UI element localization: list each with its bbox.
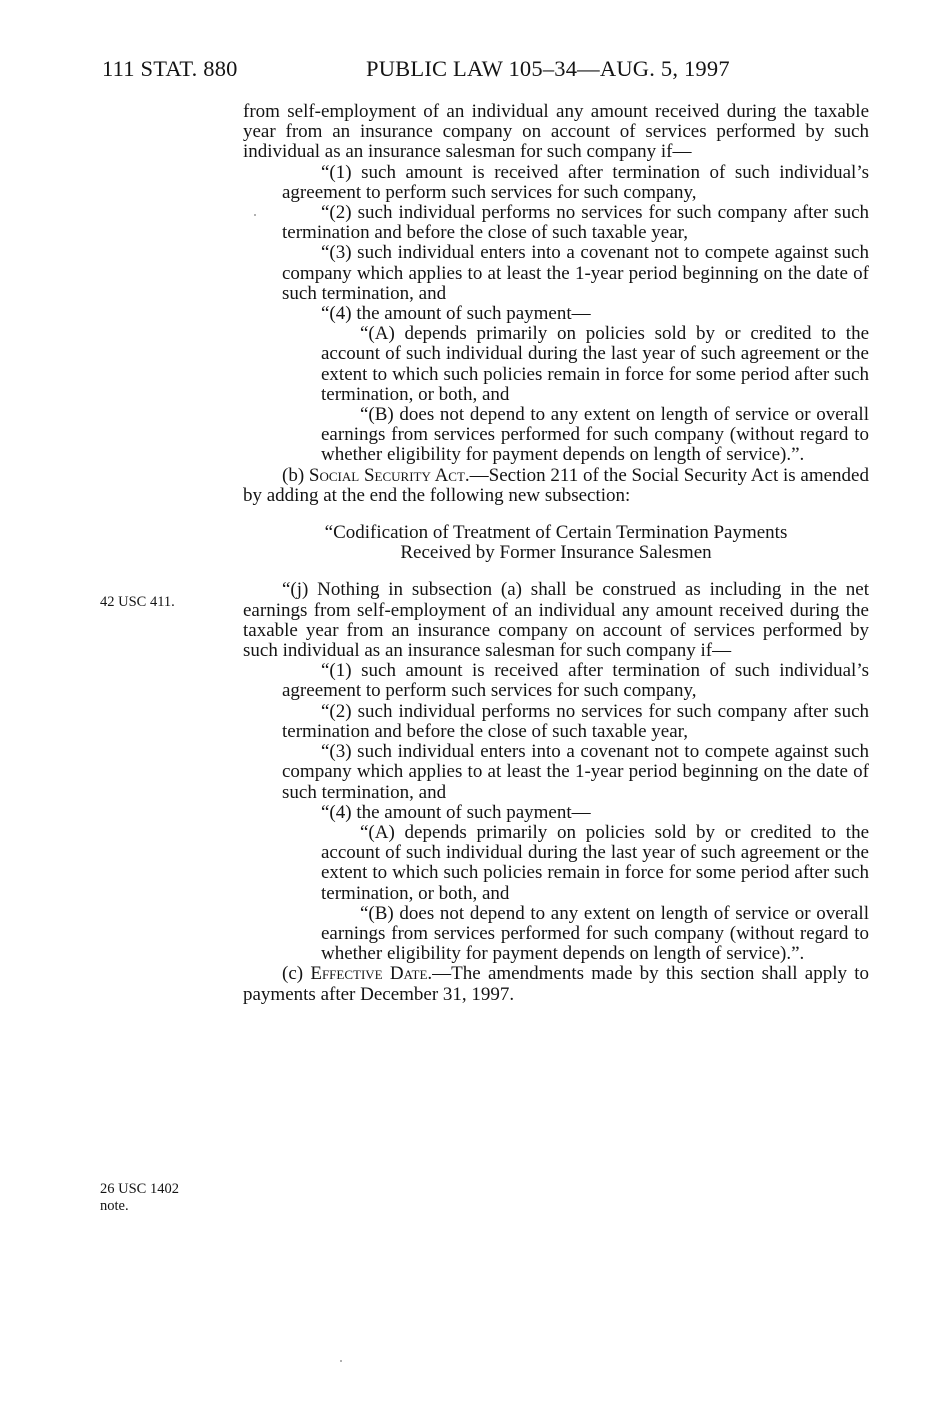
scan-speck: [340, 1360, 342, 1362]
item-A-a: “(A) depends primarily on policies sold by or credited to the account of such individual during the last year of such agreement or the extent to which such policies remain in force for some period after such termination, or both, and: [321, 323, 869, 405]
statute-body: [243, 102, 869, 1005]
subsection-b: [243, 466, 869, 506]
item-3-j: “(3) such individual enters into a covenant not to compete against such company which applies to at least the 1-year period beginning on the date of such termination, and: [282, 741, 869, 803]
item-1-a: “(1) such amount is received after termination of such individual’s agreement to perform such services for such company,: [282, 161, 869, 203]
margin-note-line: note.: [100, 1198, 129, 1214]
subsection-b-text: .—Section 211 of the Social Security Act is amended by adding at the end the following new subsection:: [243, 464, 869, 506]
margin-note-line: 26 USC 1402: [100, 1181, 179, 1197]
item-4-a: “(4) the amount of such payment—: [321, 303, 591, 325]
item-3-a: “(3) such individual enters into a covenant not to compete against such company which applies to at least the 1-year period beginning on the date of such termination, and: [282, 242, 869, 304]
page-reference: 111 STAT. 880: [102, 56, 238, 81]
margin-note-26-usc-1402: [100, 1181, 179, 1215]
running-head: PUBLIC LAW 105–34—AUG. 5, 1997: [366, 56, 730, 81]
paragraph-lead-j: “(j) Nothing in subsection (a) shall be construed as including in the net earnings from self-employment of an individual any amount received during the taxable year from an insurance company on account of services performed by such individual as an insurance salesman for such company if—: [243, 579, 869, 662]
codification-heading-line-1: “Codification of Treatment of Certain Termination Payments: [324, 522, 788, 544]
paragraph-lead-a: from self-employment of an individual any amount received during the taxable year from an insurance company on account of services performed by such individual as an insurance salesman for such company if—: [243, 101, 869, 163]
margin-note-42-usc-411: 42 USC 411.: [100, 594, 175, 610]
item-1-j: “(1) such amount is received after termination of such individual’s agreement to perform such services for such company,: [282, 660, 869, 702]
item-2-j: “(2) such individual performs no services for such company after such termination and before the close of such taxable year,: [282, 700, 869, 742]
item-B-a: “(B) does not depend to any extent on length of service or overall earnings from services performed for such company (without regard to whether eligibility for payment depends on length of service).”.: [321, 404, 869, 466]
scan-speck: [254, 214, 256, 216]
item-2-a: “(2) such individual performs no services for such company after such termination and before the close of such taxable year,: [282, 202, 869, 244]
item-B-j: “(B) does not depend to any extent on length of service or overall earnings from services performed for such company (without regard to whether eligibility for payment depends on length of service).”.: [321, 902, 869, 965]
subsection-c-heading: Effective Date: [310, 963, 428, 985]
item-A-j: “(A) depends primarily on policies sold by or credited to the account of such individual during the last year of such agreement or the extent to which such policies remain in force for some period after such termination, or both, and: [321, 821, 869, 904]
subsection-c-text: .—The amendments made by this section shall apply to payments after December 31, 1997.: [243, 963, 870, 1005]
codification-heading-line-2: Received by Former Insurance Salesmen: [400, 542, 712, 564]
item-4-j: “(4) the amount of such payment—: [321, 801, 591, 823]
subsection-b-heading: Social Security Act: [308, 464, 465, 486]
subsection-c-label: (c): [282, 963, 304, 985]
subsection-c: [243, 964, 869, 1004]
subsection-b-label: (b): [282, 464, 305, 486]
